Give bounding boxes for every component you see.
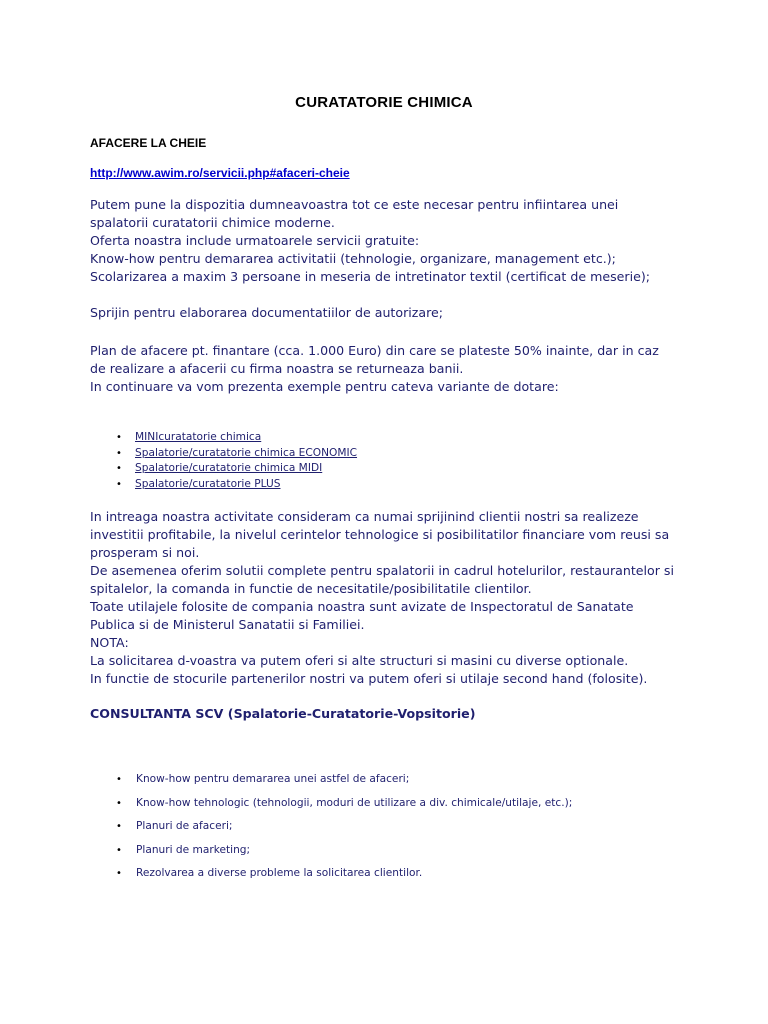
support-paragraph: [90, 304, 690, 322]
list-item[interactable]: [116, 430, 357, 446]
business-plan-line: In continuare va vom prezenta exemple pentru cateva variante de dotare:: [90, 379, 559, 394]
bullet-icon: •: [116, 844, 122, 856]
list-item[interactable]: [116, 446, 357, 462]
support-line: Sprijin pentru elaborarea documentatiilor de autorizare;: [90, 305, 443, 320]
document-title: CURATATORIE CHIMICA: [295, 94, 473, 111]
activity-line: La solicitarea d-voastra va putem oferi si alte structuri si masini cu diverse optionale.: [90, 653, 629, 668]
variant-link[interactable]: Spalatorie/curatatorie PLUS: [135, 477, 281, 490]
consulting-heading: CONSULTANTA SCV (Spalatorie-Curatatorie-Vopsitorie): [90, 706, 476, 721]
intro-paragraph: [90, 196, 690, 286]
variants-list: [116, 430, 357, 492]
services-link[interactable]: http://www.awim.ro/servicii.php#afaceri-cheie: [90, 166, 350, 180]
intro-line: Putem pune la dispozitia dumneavoastra tot ce este necesar pentru infiintarea unei: [90, 197, 619, 212]
list-item: [116, 796, 572, 811]
intro-line: Scolarizarea a maxim 3 persoane in meseria de intretinator textil (certificat de meserie);: [90, 269, 650, 284]
variant-link[interactable]: Spalatorie/curatatorie chimica ECONOMIC: [135, 446, 358, 459]
document-subtitle: AFACERE LA CHEIE: [90, 136, 207, 150]
activity-line: NOTA:: [90, 635, 129, 650]
bullet-icon: •: [116, 447, 122, 459]
bullet-icon: •: [116, 774, 122, 785]
list-item: [116, 866, 572, 881]
consulting-list: [116, 772, 572, 890]
consulting-item-text: Planuri de marketing;: [136, 843, 251, 856]
variant-link[interactable]: MINIcuratatorie chimica: [135, 431, 262, 443]
bullet-icon: •: [116, 478, 122, 490]
list-item: [116, 843, 572, 858]
business-plan-line: Plan de afacere pt. finantare (cca. 1.000 Euro) din care se plateste 50% inainte, dar in caz: [90, 343, 659, 358]
bullet-icon: •: [116, 432, 122, 443]
activity-line: In intreaga noastra activitate consideram ca numai sprijinind clientii nostri sa realizeze: [90, 509, 639, 524]
list-item: [116, 772, 572, 787]
business-plan-paragraph: [90, 342, 690, 396]
activity-paragraph: [90, 508, 690, 688]
list-item: [116, 819, 572, 834]
intro-line: Know-how pentru demararea activitatii (tehnologie, organizare, management etc.);: [90, 251, 616, 266]
intro-line: spalatorii curatatorii chimice moderne.: [90, 215, 335, 230]
variant-link[interactable]: Spalatorie/curatatorie chimica MIDI: [135, 462, 323, 474]
bullet-icon: •: [116, 821, 122, 832]
activity-line: Toate utilajele folosite de compania noastra sunt avizate de Inspectoratul de Sanatate: [90, 599, 634, 614]
bullet-icon: •: [116, 868, 122, 879]
business-plan-line: de realizare a afacerii cu firma noastra se returneaza banii.: [90, 361, 464, 376]
bullet-icon: •: [116, 463, 122, 474]
activity-line: prosperam si noi.: [90, 545, 200, 560]
bullet-icon: •: [116, 797, 122, 809]
list-item[interactable]: [116, 461, 357, 477]
activity-line: Publica si de Ministerul Sanatatii si Familiei.: [90, 617, 365, 632]
list-item[interactable]: [116, 477, 357, 493]
consulting-item-text: Planuri de afaceri;: [136, 820, 233, 832]
consulting-item-text: Rezolvarea a diverse probleme la solicitarea clientilor.: [136, 867, 423, 879]
consulting-item-text: Know-how tehnologic (tehnologii, moduri de utilizare a div. chimicale/utilaje, etc.);: [136, 796, 573, 809]
activity-line: investitii profitabile, la nivelul cerintelor tehnologice si posibilitatilor financiare vom reusi sa: [90, 527, 670, 542]
intro-line: Oferta noastra include urmatoarele servicii gratuite:: [90, 233, 420, 248]
consulting-item-text: Know-how pentru demararea unei astfel de afaceri;: [136, 773, 410, 785]
activity-line: In functie de stocurile partenerilor nostri va putem oferi si utilaje second hand (folosite).: [90, 671, 648, 686]
activity-line: spitalelor, la comanda in functie de necesitatile/posibilitatile clientilor.: [90, 581, 532, 596]
activity-line: De asemenea oferim solutii complete pentru spalatorii in cadrul hotelurilor, restaurantelor si: [90, 563, 674, 578]
